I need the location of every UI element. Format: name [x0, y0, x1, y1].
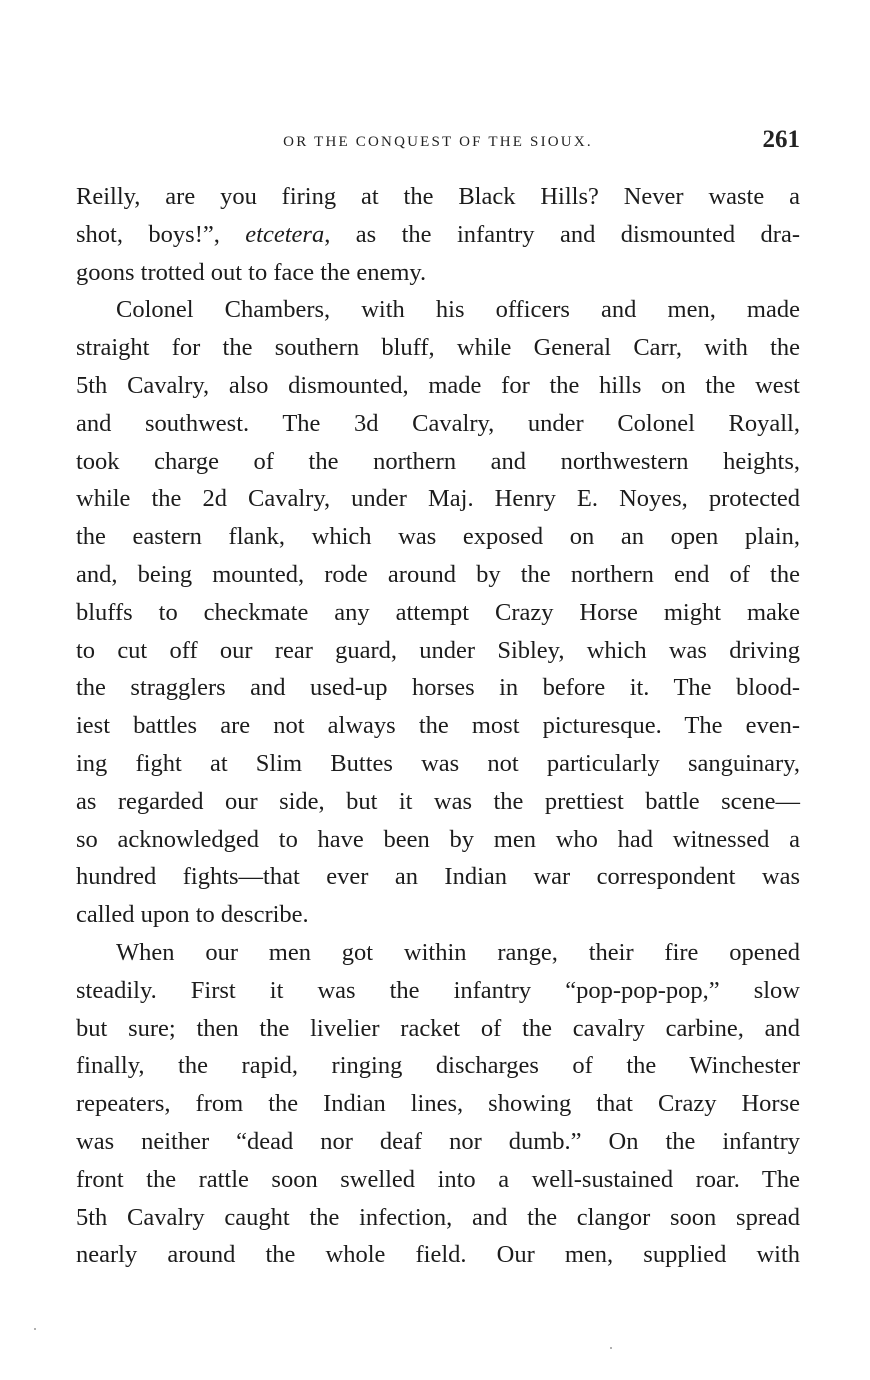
text-line: so acknowledged to have been by men who had witnessed a: [76, 825, 800, 853]
text-line: Colonel Chambers, with his officers and men, made: [116, 296, 800, 324]
text-line: shot, boys!”, etcetera, as the infantry and dismounted dra-: [76, 220, 800, 248]
text-line: bluffs to checkmate any attempt Crazy Horse might make: [76, 598, 800, 626]
text-line: but sure; then the livelier racket of the cavalry carbine, and: [76, 1014, 800, 1042]
running-title: OR THE CONQUEST OF THE SIOUX.: [283, 134, 593, 150]
text-line: took charge of the northern and northwestern heights,: [76, 447, 800, 475]
text-line: as regarded our side, but it was the prettiest battle scene—: [76, 787, 800, 815]
emphasis-text: etcetera: [245, 220, 325, 248]
text-line: to cut off our rear guard, under Sibley, which was driving: [76, 636, 800, 664]
text-line: and, being mounted, rode around by the northern end of the: [76, 560, 800, 588]
text-line: the eastern flank, which was exposed on an open plain,: [76, 523, 800, 551]
scan-speck: [610, 1347, 612, 1349]
text-line: steadily. First it was the infantry “pop-pop-pop,” slow: [76, 976, 800, 1004]
text-line: finally, the rapid, ringing discharges of the Winchester: [76, 1052, 800, 1080]
text-line: straight for the southern bluff, while General Carr, with the: [76, 334, 800, 362]
text-line: while the 2d Cavalry, under Maj. Henry E. Noyes, protected: [76, 485, 800, 513]
paragraph: [76, 934, 800, 1274]
text-line: hundred fights—that ever an Indian war correspondent was: [76, 863, 800, 891]
body-text: [76, 178, 800, 1274]
text-line: front the rattle soon swelled into a well-sustained roar. The: [76, 1165, 800, 1193]
scan-speck: [34, 1328, 36, 1330]
text-line: Reilly, are you firing at the Black Hills? Never waste a: [76, 183, 800, 210]
paragraph: [76, 178, 800, 291]
text-line: was neither “dead nor deaf nor dumb.” On the infantry: [76, 1127, 800, 1155]
text-line: and southwest. The 3d Cavalry, under Colonel Royall,: [76, 409, 800, 437]
text-line: iest battles are not always the most picturesque. The even-: [76, 712, 800, 740]
text-line: called upon to describe.: [76, 901, 309, 929]
text-line: 5th Cavalry, also dismounted, made for the hills on the west: [76, 371, 800, 399]
text-line: goons trotted out to face the enemy.: [76, 258, 427, 286]
text-line: 5th Cavalry caught the infection, and the clangor soon spread: [76, 1203, 800, 1231]
running-head: [76, 126, 800, 160]
text-line: the stragglers and used-up horses in before it. The blood-: [76, 674, 800, 702]
text-line: nearly around the whole field. Our men, supplied with: [76, 1241, 800, 1269]
text-line: ing fight at Slim Buttes was not particularly sanguinary,: [76, 749, 800, 777]
text-line: repeaters, from the Indian lines, showing that Crazy Horse: [76, 1090, 800, 1118]
paragraph: [76, 291, 800, 934]
page-number: 261: [762, 126, 800, 153]
text-line: When our men got within range, their fire opened: [116, 938, 800, 966]
